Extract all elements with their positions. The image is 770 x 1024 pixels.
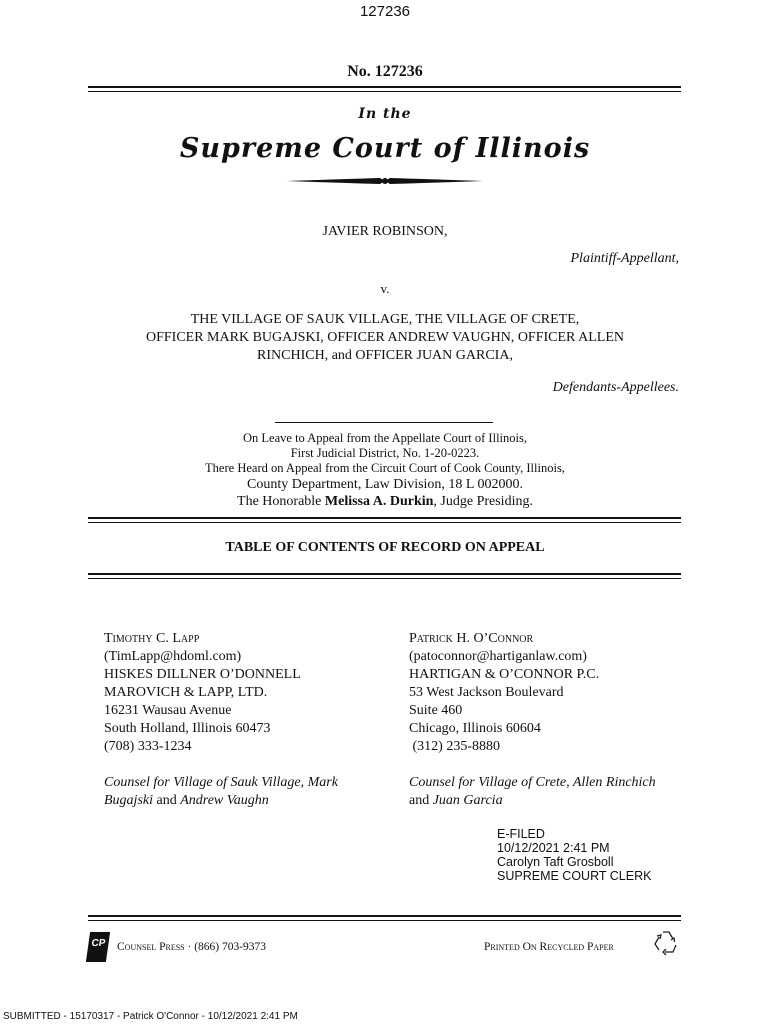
counsel-left-line: HISKES DILLNER O’DONNELL: [104, 667, 301, 682]
footer-rule: [88, 915, 681, 921]
counsel-press-text: Counsel Press · (866) 703-9373: [117, 941, 267, 953]
counsel-right-line: (patoconnor@hartiganlaw.com): [409, 649, 587, 664]
counsel-right-role: [409, 774, 656, 810]
court-name: Supreme Court of Illinois: [179, 133, 591, 164]
counsel-right-line: Chicago, Illinois 60604: [409, 721, 541, 736]
versus-label: v.: [380, 281, 390, 296]
counsel-left-role-line2: [104, 792, 338, 810]
counsel-right-name: Patrick H. O’Connor: [409, 631, 534, 646]
judge-name: Melissa A. Durkin: [324, 494, 434, 509]
role-connector: and: [409, 793, 433, 808]
role-name: Juan Garcia: [432, 793, 503, 808]
counsel-left-line: South Holland, Illinois 60473: [104, 721, 271, 736]
case-number: No. 127236: [347, 63, 423, 80]
header-double-rule: [88, 86, 681, 92]
judge-line: [0, 493, 770, 510]
document-title: TABLE OF CONTENTS OF RECORD ON APPEAL: [225, 540, 545, 555]
efiled-line: 10/12/2021 2:41 PM: [497, 841, 610, 855]
counsel-right-line: HARTIGAN & O’CONNOR P.C.: [409, 667, 600, 682]
recycled-paper-text: Printed On Recycled Paper: [484, 941, 614, 953]
efiled-stamp: [497, 827, 651, 883]
counsel-left-line: 16231 Wausau Avenue: [104, 703, 232, 718]
counsel-left-block: [104, 630, 301, 756]
ornamental-divider: [285, 174, 485, 188]
title-top-rule: [88, 517, 681, 523]
efiled-line: Carolyn Taft Grosboll: [497, 855, 614, 869]
counsel-press-logo: [86, 932, 110, 962]
counsel-left-role-line1: Counsel for Village of Sauk Village, Mark: [104, 775, 338, 790]
efiled-line: E-FILED: [497, 827, 545, 841]
counsel-left-name: Timothy C. Lapp: [104, 631, 200, 646]
judge-prefix: The Honorable: [237, 494, 325, 509]
appeal-info: [0, 431, 770, 510]
recycle-icon: [650, 926, 682, 958]
defendants-line: THE VILLAGE OF SAUK VILLAGE, THE VILLAGE OF CRETE,: [190, 312, 580, 327]
counsel-left-line: (TimLapp@hdoml.com): [104, 649, 242, 664]
appeal-line: On Leave to Appeal from the Appellate Court of Illinois,: [243, 431, 527, 445]
defendants-line: OFFICER MARK BUGAJSKI, OFFICER ANDREW VAUGHN, OFFICER ALLEN: [145, 330, 625, 345]
appeal-line: First Judicial District, No. 1-20-0223.: [290, 446, 480, 460]
title-bottom-rule: [88, 573, 681, 579]
counsel-left-line: MAROVICH & LAPP, LTD.: [104, 685, 268, 700]
plaintiff-name: JAVIER ROBINSON,: [322, 224, 448, 239]
submission-line: SUBMITTED - 15170317 - Patrick O'Connor - 10/12/2021 2:41 PM: [3, 1011, 298, 1022]
appeal-line: There Heard on Appeal from the Circuit Court of Cook County, Illinois,: [205, 461, 565, 475]
counsel-right-line: 53 West Jackson Boulevard: [409, 685, 564, 700]
role-connector: and: [153, 793, 181, 808]
appeal-line: County Department, Law Division, 18 L 002000.: [247, 477, 523, 492]
judge-suffix: , Judge Presiding.: [433, 494, 533, 509]
role-name: Bugajski: [104, 793, 153, 808]
top-case-number: 127236: [359, 3, 411, 20]
counsel-right-line: (312) 235-8880: [409, 739, 500, 754]
defendants-block: [0, 311, 770, 365]
defendants-line: RINCHICH, and OFFICER JUAN GARCIA,: [257, 348, 513, 363]
efiled-line: SUPREME COURT CLERK: [497, 869, 652, 883]
in-the-label: In the: [358, 106, 412, 122]
defendants-role: Defendants-Appellees.: [552, 380, 679, 395]
counsel-right-role-line2: [409, 792, 656, 810]
counsel-right-line: Suite 460: [409, 703, 463, 718]
plaintiff-role: Plaintiff-Appellant,: [570, 251, 679, 266]
counsel-left-line: (708) 333-1234: [104, 739, 192, 754]
counsel-right-role-line1: Counsel for Village of Crete, Allen Rinchich: [409, 775, 656, 790]
appeal-separator: [275, 422, 493, 423]
logo-text: CP: [90, 938, 107, 949]
counsel-left-role: [104, 774, 338, 810]
counsel-right-block: [409, 630, 599, 756]
role-name: Andrew Vaughn: [180, 793, 269, 808]
